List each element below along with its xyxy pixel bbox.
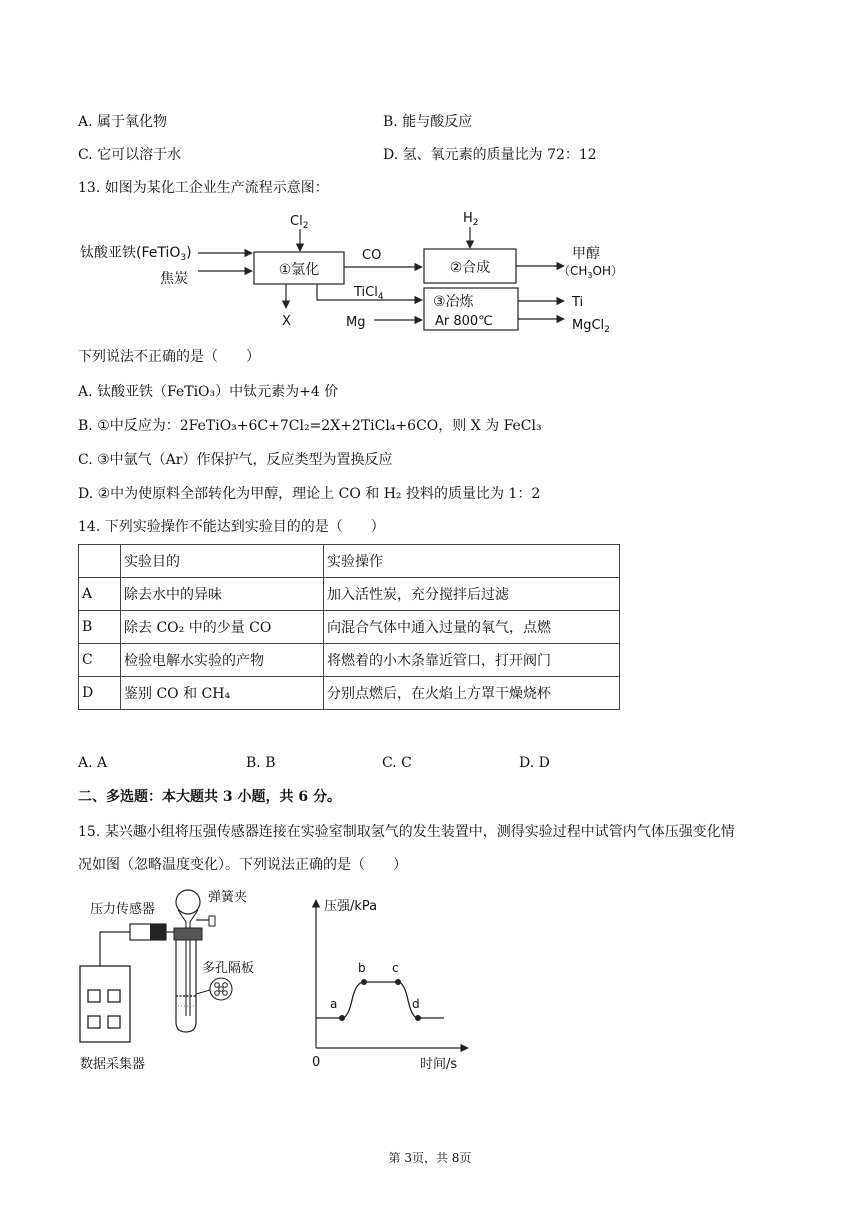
table-cell [79,545,121,578]
table-cell: 检验电解水实验的产物 [121,644,324,677]
q13-option-d: D. ②中为使原料全部转化为甲醇，理论上 CO 和 H₂ 投料的质量比为 1：2 [78,486,541,502]
plate-label: 多孔隔板 [202,961,255,976]
table-cell: C [79,644,121,677]
q12-option-c: C. 它可以溶于水 [78,147,182,163]
point-d-label: d [412,997,420,1011]
q14-table [78,544,620,710]
point-c-label: c [392,961,399,975]
point-d [415,1015,421,1021]
table-cell: 除去水中的异味 [121,578,324,611]
table-header-row [79,545,620,578]
input-feti03-label: 钛酸亚铁(FeTiO$_3$) [80,245,192,263]
table-cell: 实验操作 [324,545,620,578]
input-coke-label: 焦炭 [160,271,188,287]
table-cell: 向混合气体中通入过量的氧气，点燃 [324,611,620,644]
q13-stem: 13. 如图为某化工企业生产流程示意图： [78,180,329,196]
x-output-label: X [282,314,291,329]
mg-label: Mg [346,315,366,330]
collector-label: 数据采集器 [80,1057,146,1072]
point-b-label: b [358,961,366,975]
q14-option-b: B. B [246,755,276,771]
table-cell: D [79,677,121,710]
mgcl2-label: MgCl$_2$ [572,318,610,335]
y-axis-label: 压强/kPa [324,899,378,914]
section-heading: 二、多选题：本大题共 3 小题，共 6 分。 [78,789,341,805]
h2-label: $H_2$ [463,211,479,228]
methanol-label: 甲醇 [572,246,600,262]
q14-option-d: D. D [519,755,550,771]
table-row [79,644,620,677]
point-b [361,979,367,985]
q13-option-c: C. ③中氩气（Ar）作保护气，反应类型为置换反应 [78,452,393,468]
table-cell: A [79,578,121,611]
cl2-label: $Cl_2$ [290,214,309,231]
point-c [395,979,401,985]
methanol-formula: $(CH_3OH)$ [558,264,623,280]
table-cell: 除去 CO₂ 中的少量 CO [121,611,324,644]
q12-option-a: A. 属于氧化物 [78,114,168,130]
table-cell: 加入活性炭，充分搅拌后过滤 [324,578,620,611]
svg-text:①氯化: ①氯化 [278,262,320,278]
q14-option-c: C. C [382,755,412,771]
q13-flow-diagram [78,205,638,340]
table-cell: 鉴别 CO 和 CH₄ [121,677,324,710]
point-a [339,1015,345,1021]
q13-question: 下列说法不正确的是（ ） [78,349,260,365]
table-cell: 实验目的 [121,545,324,578]
table-cell: B [79,611,121,644]
svg-text:②合成: ②合成 [449,260,491,276]
q15-apparatus-diagram [78,886,278,1076]
origin-label: 0 [312,1055,321,1070]
table-row [79,611,620,644]
table-cell: 分别点燃后，在火焰上方罩干燥烧杯 [324,677,620,710]
table-row [79,578,620,611]
q13-option-a: A. 钛酸亚铁（FeTiO₃）中钛元素为+4 价 [78,384,339,400]
data-collector-box [80,966,130,1042]
q15-pressure-graph [300,896,480,1076]
table-cell: 将燃着的小木条靠近管口，打开阀门 [324,644,620,677]
table-row [79,677,620,710]
point-a-label: a [330,997,338,1011]
q15-stem-line2: 况如图（忽略温度变化）。下列说法正确的是（ ） [78,857,407,873]
ti-label: Ti [572,295,584,310]
svg-text:Ar 800℃: Ar 800℃ [435,314,493,329]
q12-option-b: B. 能与酸反应 [383,114,473,130]
sensor-label: 压力传感器 [90,902,156,917]
q15-stem-line1: 15. 某兴趣小组将压强传感器连接在实验室制取氢气的发生装置中，测得实验过程中试管内气体压强变化情 [78,824,735,840]
ticl4-label: TiCl$_4$ [354,285,384,302]
co-label: CO [362,248,382,263]
x-axis-label: 时间/s [420,1057,458,1072]
svg-text:③冶炼: ③冶炼 [433,294,474,310]
q14-stem: 14. 下列实验操作不能达到实验目的的是（ ） [78,519,385,535]
page-footer: 第 3页，共 8页 [388,1151,472,1165]
q12-option-d: D. 氢、氧元素的质量比为 72：12 [383,147,597,163]
q14-option-a: A. A [78,755,108,771]
q13-option-b: B. ①中反应为：2FeTiO₃+6C+7Cl₂=2X+2TiCl₄+6CO，则 X 为 FeCl₃ [78,418,542,434]
clamp-label: 弹簧夹 [208,890,248,905]
